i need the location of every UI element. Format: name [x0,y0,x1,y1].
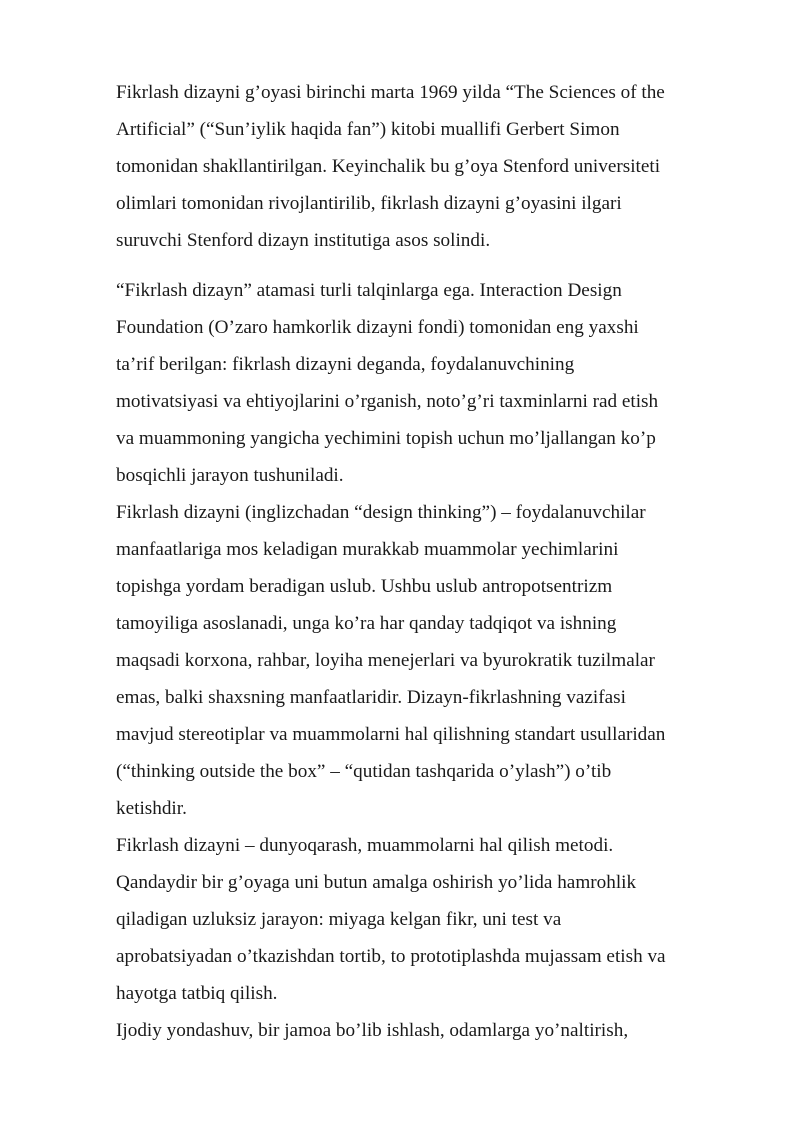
text-line: Fikrlash dizayni (inglizchadan “design thinking”) – foydalanuvchilar [116,502,646,523]
text-line: Qandaydir bir g’oyaga uni butun amalga oshirish yo’lida hamrohlik [116,872,637,893]
text-line: Artificial” (“Sun’iylik haqida fan”) kitobi muallifi Gerbert Simon [116,119,620,140]
text-line: tamoyiliga asoslanadi, unga ko’ra har qanday tadqiqot va ishning [116,613,617,634]
text-line: Fikrlash dizayni g’oyasi birinchi marta 1969 yilda “The Sciences of the [116,82,665,103]
text-line: emas, balki shaxsning manfaatlaridir. Dizayn-fikrlashning vazifasi [116,687,626,708]
text-line: Foundation (O’zaro hamkorlik dizayni fondi) tomonidan eng yaxshi [116,317,639,338]
text-line: hayotga tatbiq qilish. [116,983,278,1004]
document-body [116,74,734,1049]
text-line: mavjud stereotiplar va muammolarni hal qilishning standart usullaridan [116,724,666,745]
text-line: manfaatlariga mos keladigan murakkab muammolar yechimlarini [116,539,619,560]
text-line: olimlari tomonidan rivojlantirilib, fikrlash dizayni g’oyasini ilgari [116,193,622,214]
text-line: motivatsiyasi va ehtiyojlarini o’rganish, noto’g’ri taxminlarni rad etish [116,391,659,412]
text-line: qiladigan uzluksiz jarayon: miyaga kelgan fikr, uni test va [116,909,562,930]
text-line: ketishdir. [116,798,187,819]
text-line: Ijodiy yondashuv, bir jamoa bo’lib ishlash, odamlarga yo’naltirish, [116,1020,629,1041]
text-line: “Fikrlash dizayn” atamasi turli talqinlarga ega. Interaction Design [116,280,622,301]
paragraph-4 [116,827,734,1012]
text-line: maqsadi korxona, rahbar, loyiha menejerlari va byurokratik tuzilmalar [116,650,655,671]
text-line: Fikrlash dizayni – dunyoqarash, muammolarni hal qilish metodi. [116,835,614,856]
text-line: va muammoning yangicha yechimini topish uchun mo’ljallangan ko’p [116,428,656,449]
text-line: topishga yordam beradigan uslub. Ushbu uslub antropotsentrizm [116,576,613,597]
paragraph-3 [116,494,734,827]
text-line: ta’rif berilgan: fikrlash dizayni deganda, foydalanuvchining [116,354,575,375]
text-line: (“thinking outside the box” – “qutidan tashqarida o’ylash”) o’tib [116,761,612,782]
text-line: tomonidan shakllantirilgan. Keyinchalik bu g’oya Stenford universiteti [116,156,661,177]
paragraph-1 [116,74,734,259]
text-line: bosqichli jarayon tushuniladi. [116,465,344,486]
text-line: suruvchi Stenford dizayn institutiga asos solindi. [116,230,491,251]
text-line: aprobatsiyadan o’tkazishdan tortib, to prototiplashda mujassam etish va [116,946,666,967]
paragraph-2 [116,272,734,494]
paragraph-5 [116,1012,734,1049]
